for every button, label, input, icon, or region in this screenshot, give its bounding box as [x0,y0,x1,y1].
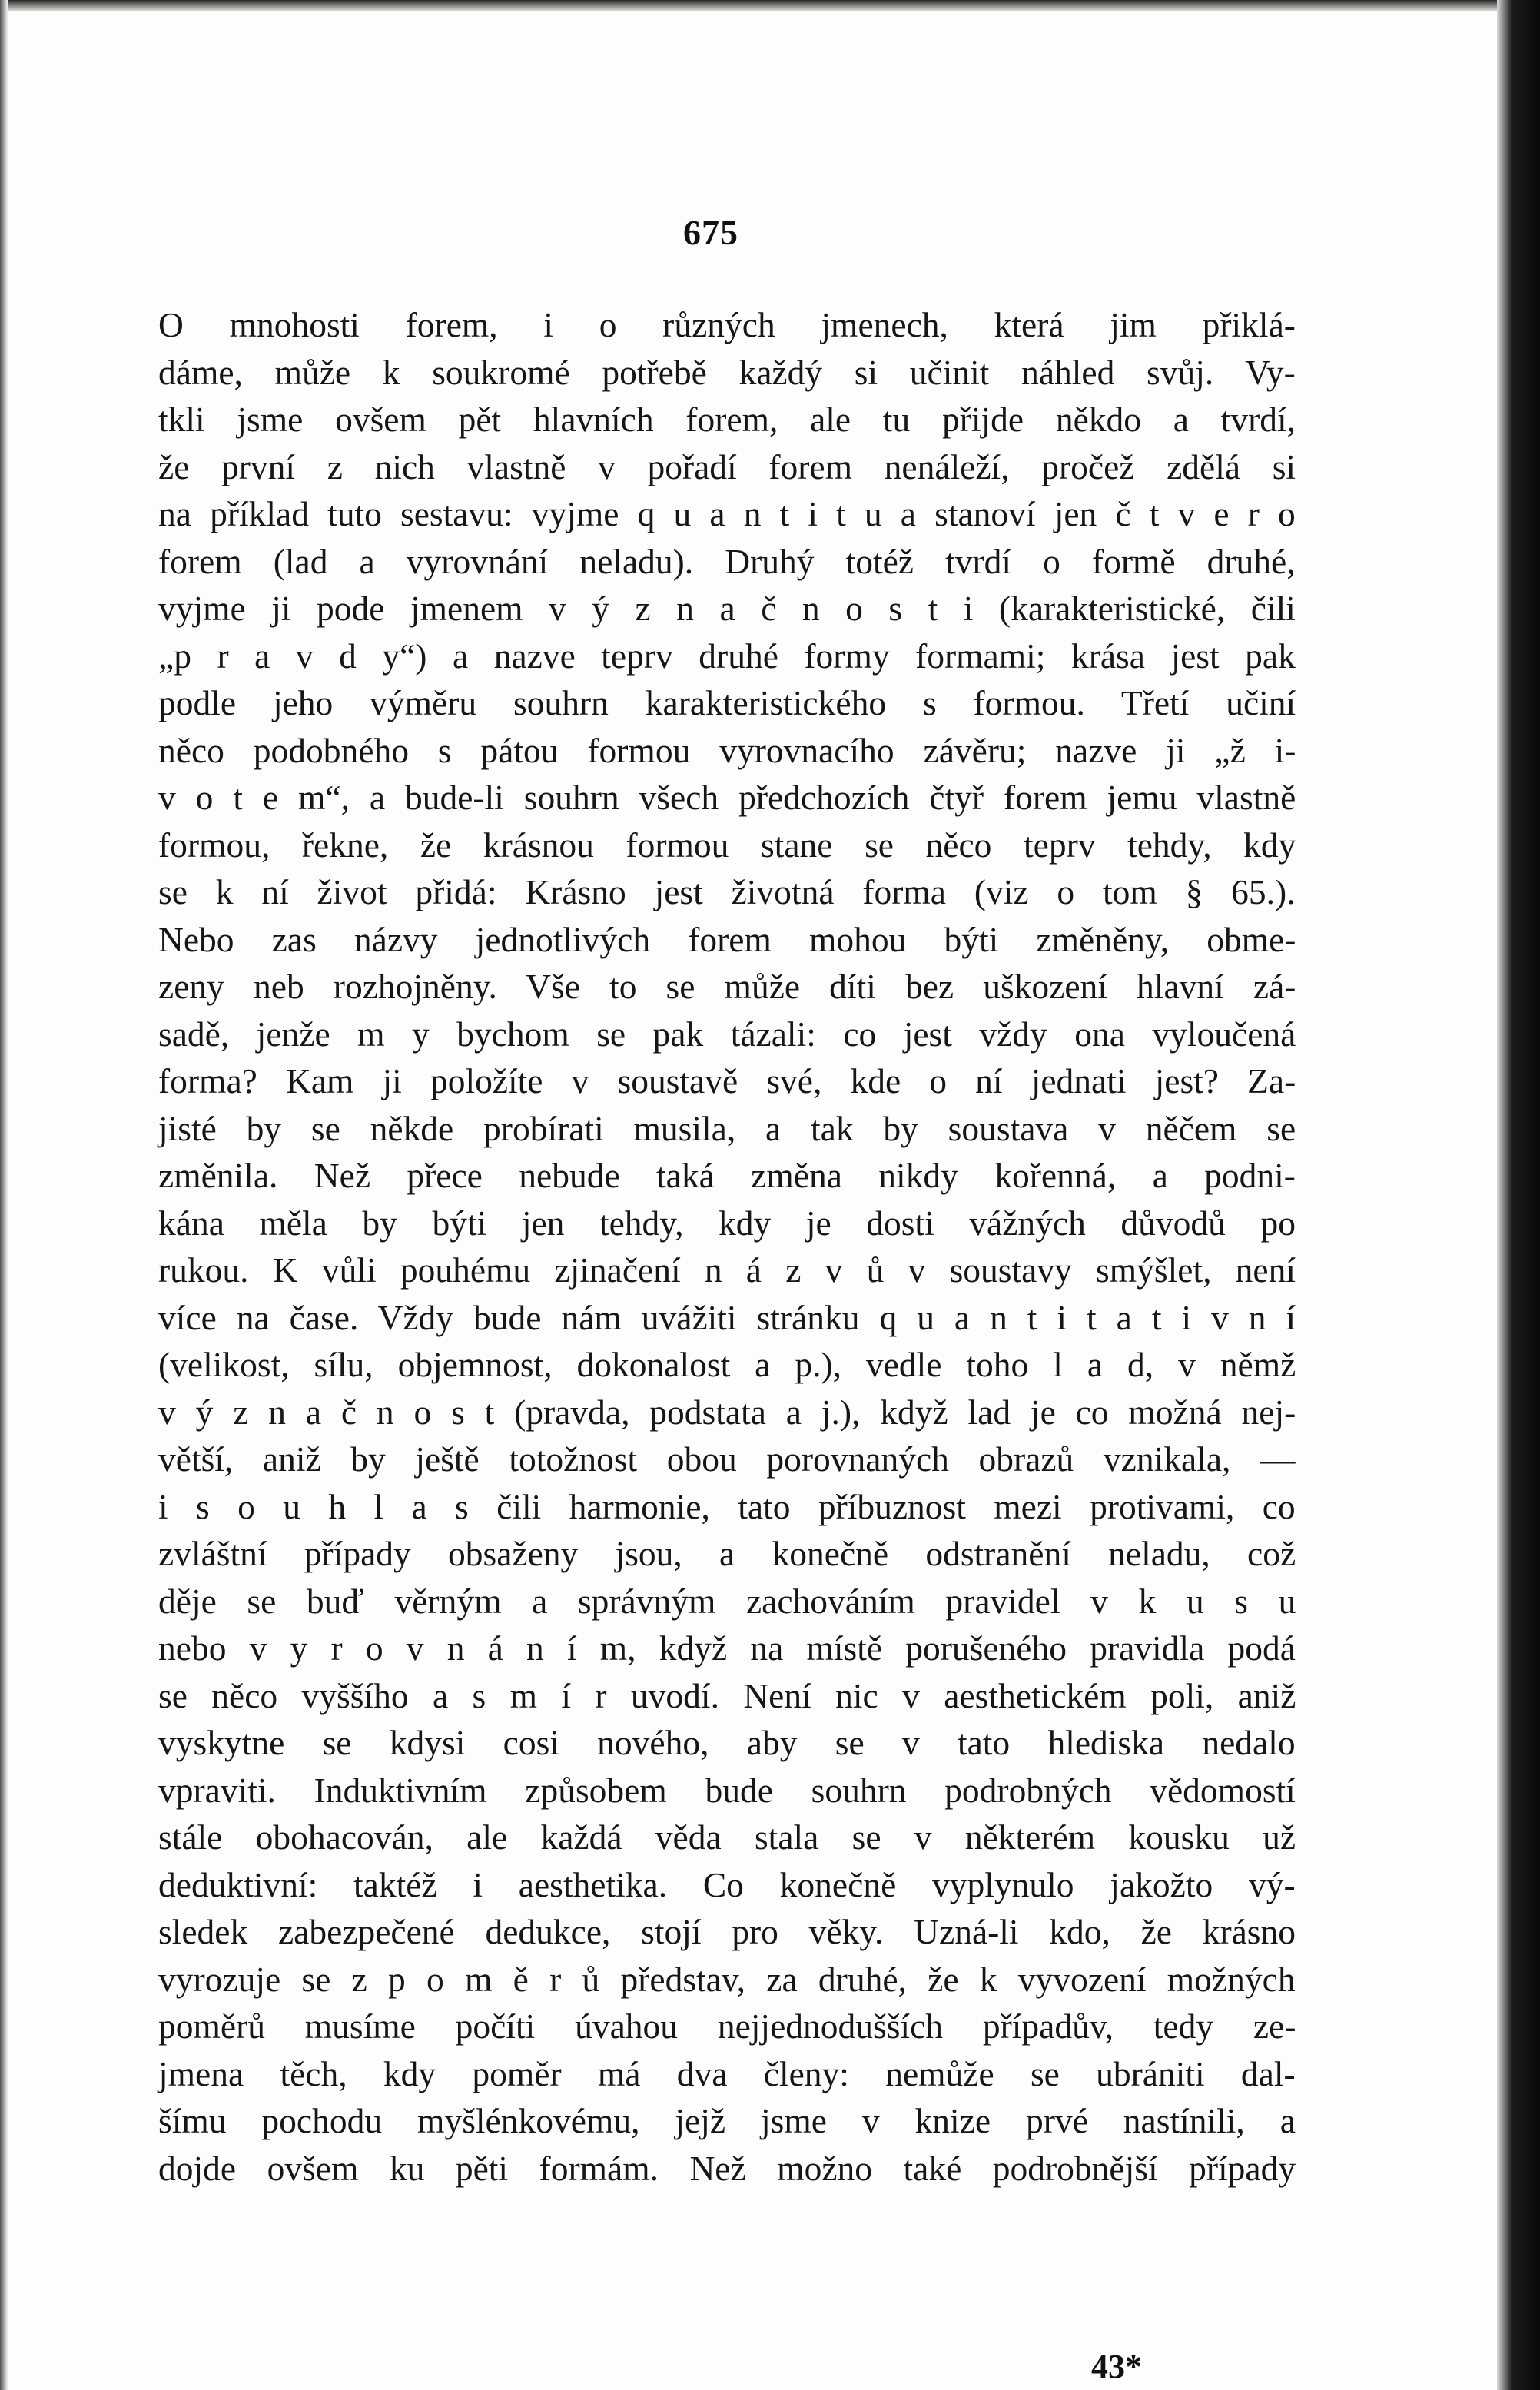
text-line: zvláštní případy obsaženy jsou, a konečně odstranění neladu, což [158,1534,1296,1573]
text-line: se k ní život přidá: Krásno jest životná forma (viz o tom § 65.). [158,872,1296,911]
text-line: dojde ovšem ku pěti formám. Než možno také podrobnější případy [158,2148,1296,2188]
scan-edge-top [0,0,1540,11]
text-line: větší, aniž by ještě totožnost obou porovnaných obrazů vznikala, — [158,1439,1296,1479]
text-line: podle jeho výměru souhrn karakteristického s formou. Třetí učiní [158,683,1296,722]
text-line: stále obohacován, ale každá věda stala se v některém kousku už [158,1817,1296,1857]
text-line: tkli jsme ovšem pět hlavních forem, ale tu přijde někdo a tvrdí, [158,400,1296,439]
text-line: zeny neb rozhojněny. Vše to se může díti bez uškození hlavní zá- [158,967,1296,1006]
body-text [158,301,1296,2192]
text-line: šímu pochodu myšlénkovému, jejž jsme v knize prvé nastínili, a [158,2101,1296,2140]
text-line: vyrozuje se z p o m ě r ů představ, za druhé, že k vyvození možných [158,1959,1296,1999]
text-line: změnila. Než přece nebude taká změna nikdy kořenná, a podni- [158,1156,1296,1195]
text-line: na příklad tuto sestavu: vyjme q u a n t i t u a stanoví jen č t v e r o [158,494,1296,533]
text-line: deduktivní: taktéž i aesthetika. Co konečně vyplynulo jakožto vý- [158,1864,1296,1904]
text-line: že první z nich vlastně v pořadí forem nenáleží, pročež zdělá si [158,446,1296,486]
text-line: O mnohosti forem, i o různých jmenech, která jim přiklá- [158,305,1296,344]
printer-signature-mark: 43* [1091,2348,1142,2385]
text-line: (velikost, sílu, objemnost, dokonalost a p.), vedle toho l a d, v němž [158,1345,1296,1384]
text-line: v ý z n a č n o s t (pravda, podstata a j.), když lad je co možná nej- [158,1392,1296,1432]
text-line: kána měla by býti jen tehdy, kdy je dosti vážných důvodů po [158,1203,1296,1243]
text-line: sadě, jenže m y bychom se pak tázali: co jest vždy ona vyloučená [158,1014,1296,1054]
text-line: více na čase. Vždy bude nám uvážiti stránku q u a n t i t a t i v n í [158,1297,1296,1337]
text-line: i s o u h l a s čili harmonie, tato příbuznost mezi protivami, co [158,1486,1296,1526]
text-line: rukou. K vůli pouhému zjinačení n á z v ů v soustavy smýšlet, není [158,1250,1296,1290]
text-line: vyjme ji pode jmenem v ý z n a č n o s t i (karakteristické, čili [158,589,1296,628]
text-line: formou, řekne, že krásnou formou stane se něco teprv tehdy, kdy [158,825,1296,865]
text-line: děje se buď věrným a správným zachováním pravidel v k u s u [158,1581,1296,1621]
text-line: v o t e m“, a bude-li souhrn všech předchozích čtyř forem jemu vlastně [158,778,1296,817]
text-line: Nebo zas názvy jednotlivých forem mohou býti změněny, obme- [158,919,1296,959]
text-line: dáme, může k soukromé potřebě každý si učinit náhled svůj. Vy- [158,352,1296,392]
text-line: vyskytne se kdysi cosi nového, aby se v tato hlediska nedalo [158,1723,1296,1762]
scan-edge-right [1497,0,1540,2390]
text-line: forem (lad a vyrovnání neladu). Druhý totéž tvrdí o formě druhé, [158,541,1296,581]
scan-edge-left [0,0,8,2390]
text-line: jisté by se někde probírati musila, a tak by soustava v něčem se [158,1108,1296,1148]
text-line: něco podobného s pátou formou vyrovnacího závěru; nazve ji „ž i- [158,730,1296,770]
text-line: forma? Kam ji položíte v soustavě své, kde o ní jednati jest? Za- [158,1061,1296,1100]
text-line: nebo v y r o v n á n í m, když na místě porušeného pravidla podá [158,1628,1296,1668]
text-line: poměrů musíme počíti úvahou nejjednodušších případův, tedy ze- [158,2007,1296,2046]
text-line: jmena těch, kdy poměr má dva členy: nemůže se ubrániti dal- [158,2053,1296,2093]
page-number: 675 [683,213,738,252]
text-line: se něco vyššího a s m í r uvodí. Není nic v aesthetickém poli, aniž [158,1675,1296,1715]
text-line: sledek zabezpečené dedukce, stojí pro věky. Uzná-li kdo, že krásno [158,1912,1296,1951]
text-line: „p r a v d y“) a nazve teprv druhé formy formami; krása jest pak [158,636,1296,676]
text-line: vpraviti. Induktivním způsobem bude souhrn podrobných vědomostí [158,1770,1296,1810]
